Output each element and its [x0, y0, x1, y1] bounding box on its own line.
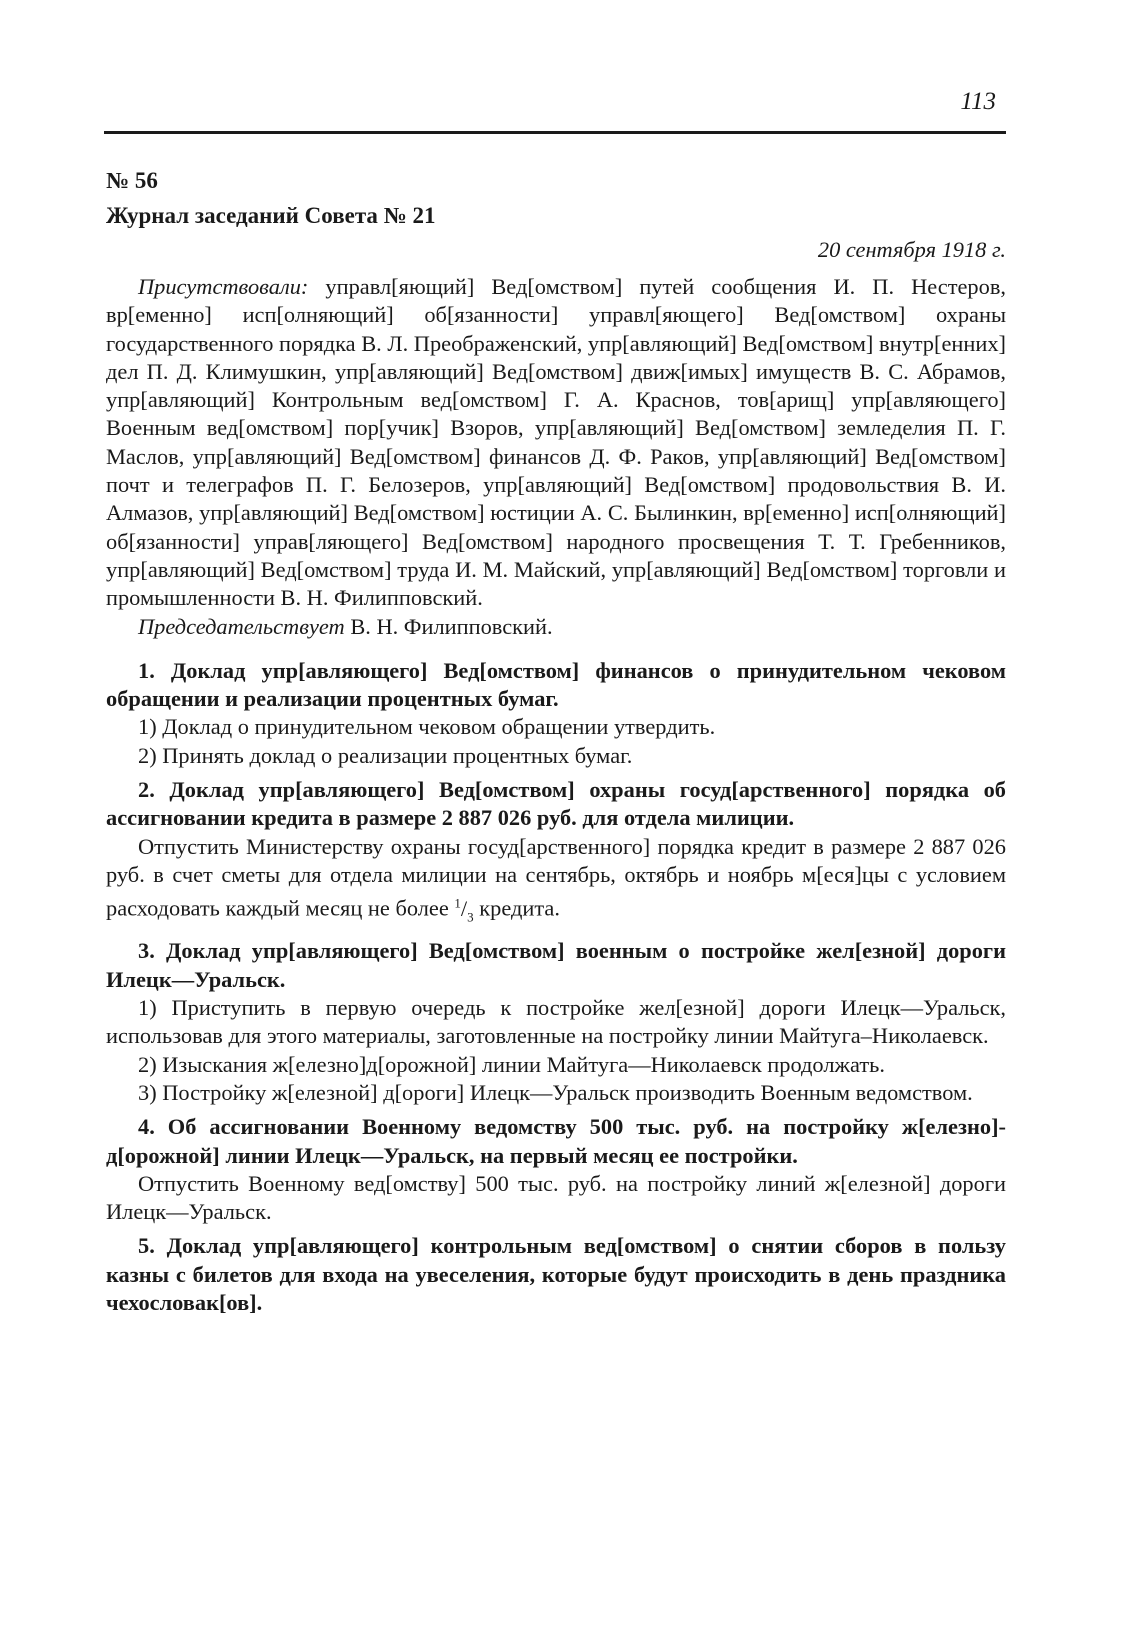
- item-2-text: Отпустить Министерству охраны госуд[арственного] порядка кредит в размере 2 887 026 руб. в счет сметы для отдела милиции на сентябрь, октябрь и ноябрь м[еся]цы с условием расходовать каждый месяц не более: [106, 833, 1006, 921]
- document-number: № 56: [106, 168, 158, 193]
- chair-text: В. Н. Филипповский.: [350, 613, 553, 639]
- attendance-label: Присутствовали:: [138, 274, 309, 299]
- item-2-tail: кредита.: [479, 895, 560, 921]
- item-3-title: 3. Доклад упр[авляющего] Вед[омством] военным о постройке жел[езной] дороги Илецк—Уральск.: [106, 938, 1006, 992]
- item-2-paragraph-1: [106, 833, 1006, 932]
- item-3-paragraph-3: 3) Постройку ж[елезной] д[ороги] Илецк—Уральск производить Военным ведомством.: [138, 1079, 973, 1105]
- attendance-paragraph: [106, 273, 1006, 613]
- item-1-paragraph-1: 1) Доклад о принудительном чековом обращении утвердить.: [138, 714, 716, 740]
- item-4-title: 4. Об ассигновании Военному ведомству 500 тыс. руб. на постройку ж[елезно]-д[орожной] линии Илецк—Уральск, на первый месяц ее постройки.: [106, 1114, 1006, 1168]
- fraction: $^1/_3$: [454, 895, 474, 925]
- header-rule: [104, 131, 1006, 134]
- document-body: [106, 163, 1006, 1317]
- item-3-paragraph-2: 2) Изыскания ж[елезно]д[орожной] линии Майтуга—Николаевск продолжать.: [138, 1051, 885, 1077]
- fraction-numerator: 1: [454, 895, 461, 911]
- page-number: 113: [960, 88, 996, 115]
- item-2-title: 2. Доклад упр[авляющего] Вед[омством] охраны госуд[арственного] порядка об ассигновании кредита в размере 2 887 026 руб. для отдела милиции.: [106, 777, 1006, 831]
- item-5-title: 5. Доклад упр[авляющего] контрольным вед[омством] о снятии сборов в пользу казны с билетов для входа на увеселения, которые будут происходить в день праздника чехословак[ов].: [106, 1233, 1006, 1316]
- item-4-paragraph-1: Отпустить Военному вед[омству] 500 тыс. руб. на постройку линий ж[елезной] дороги Илецк—Уральск.: [106, 1170, 1006, 1225]
- fraction-denominator: 3: [467, 909, 474, 925]
- item-1-title: 1. Доклад упр[авляющего] Вед[омством] финансов о принудительном чековом обращении и реализации процентных бумаг.: [106, 657, 1006, 712]
- chair-paragraph: [106, 613, 1006, 641]
- item-1-paragraph-2: 2) Принять доклад о реализации процентных бумаг.: [138, 742, 633, 768]
- document-title: Журнал заседаний Совета № 21: [106, 203, 436, 228]
- item-3-paragraph-1: 1) Приступить в первую очередь к постройке жел[езной] дороги Илецк—Уральск, использовав для этого материалы, заготовленные на постройку линии Майтуга–Николаевск.: [106, 995, 1006, 1049]
- attendance-text: управл[яющий] Вед[омством] путей сообщения И. П. Нестеров, вр[еменно] исп[олняющий] об[язанности] управл[яющего] Вед[омством] охраны государственного порядка В. Л. Преображенский, упр[авляющий] Вед[омством] внутр[енних] дел П. Д. Климушкин, упр[авляющий] Вед[омством] движ[имых] имуществ В. С. Абрамов, упр[авляющий] Контрольным вед[омством] Г. А. Краснов, тов[арищ] упр[авляющего] Военным вед[омством] пор[учик] Взоров, упр[авляющий] Вед[омством] земледелия П. Г. Маслов, упр[авляющий] Вед[омством] финансов Д. Ф. Раков, упр[авляющий] Вед[омством] почт и телеграфов П. Г. Белозеров, упр[авляющий] Вед[омством] продовольствия В. И. Алмазов, упр[авляющий] Вед[омством] юстиции А. С. Былинкин, вр[еменно] исп[олняющий] об[язанности] управ[ляющего] Вед[омством] народного просвещения Т. Т. Гребенников, упр[авляющий] Вед[омством] труда И. М. Майский, упр[авляющий] Вед[омством] торговли и промышленности В. Н. Филипповский.: [106, 274, 1006, 611]
- chair-label: Председательствует: [138, 613, 345, 639]
- document-date: 20 сентября 1918 г.: [817, 237, 1006, 262]
